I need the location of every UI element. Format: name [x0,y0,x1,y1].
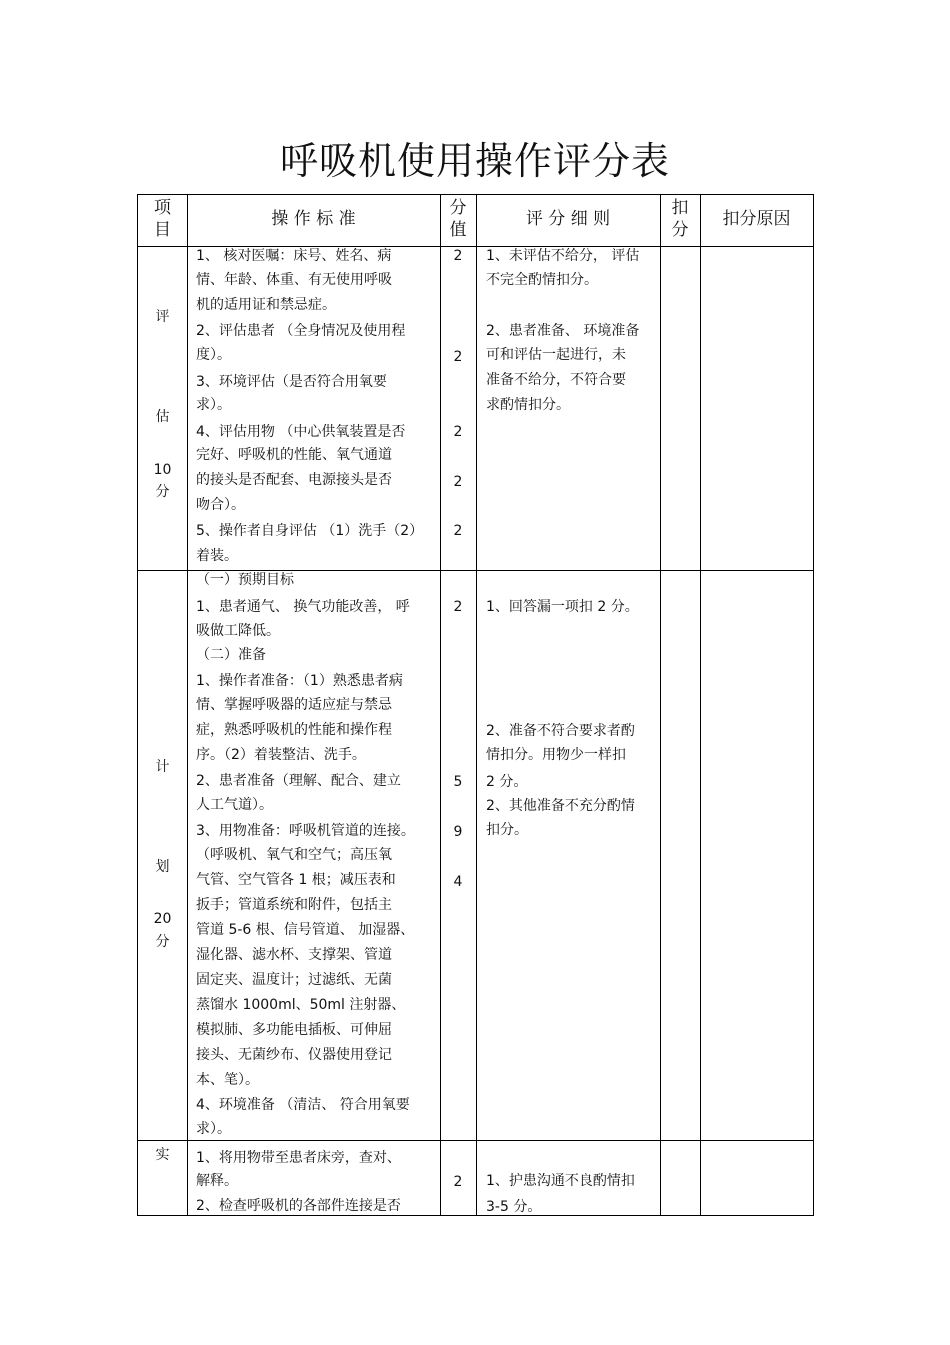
header-score-line: 分 [449,198,467,218]
score-value: 9 [453,824,463,840]
header-deduct-line: 扣 [671,198,689,218]
sec1-label: 10 [153,462,172,478]
standard-line: 3、用物准备：呼吸机管道的连接。 [196,823,415,839]
detail-line: 2 分。 [486,774,528,790]
standard-line: 模拟肺、多功能电插板、可伸屈 [196,1022,392,1038]
col-divider [187,195,188,1215]
header-deduct [660,197,700,241]
standard-line: 机的适用证和禁忌症。 [196,297,336,313]
standard-line: 接头、无菌纱布、仪器使用登记 [196,1047,392,1063]
standard-line: 解释。 [196,1173,238,1189]
scoring-table [137,194,814,1216]
sec2-label: 分 [155,934,170,950]
sec1-label: 分 [155,484,170,500]
standard-line: 固定夹、温度计；过滤纸、无菌 [196,972,392,988]
standard-line: 1、操作者准备：（1）熟悉患者病 [196,673,403,689]
standard-line: 5、操作者自身评估 （1）洗手（2） [196,523,424,539]
detail-line: 可和评估一起进行，未 [486,347,626,363]
detail-line: 3-5 分。 [486,1199,542,1215]
detail-line: 1、回答漏一项扣 2 分。 [486,599,639,615]
standard-line: 1、患者通气、 换气功能改善， 呼 [196,599,410,615]
score-value: 2 [453,1174,463,1190]
header-score-line: 值 [449,220,467,240]
standard-line: 4、评估用物 （中心供氧装置是否 [196,424,406,440]
score-value: 2 [453,424,463,440]
standard-line: 本、笔）。 [196,1072,259,1088]
standard-line: 1、 核对医嘱：床号、姓名、病 [196,248,392,264]
standard-line: 求）。 [196,1121,231,1137]
header-item [138,197,187,241]
standard-line: 着装。 [196,548,238,564]
standard-line: 2、评估患者 （全身情况及使用程 [196,323,406,339]
detail-line: 1、未评估不给分， 评估 [486,248,640,264]
standard-line: （一）预期目标 [196,572,294,588]
standard-line: 求）。 [196,397,231,413]
sec3-label: 实 [155,1147,170,1163]
page-title: 呼吸机使用操作评分表 [279,139,670,183]
standard-line: （二）准备 [196,647,266,663]
standard-line: 湿化器、滤水杯、支撑架、管道 [196,947,392,963]
standard-line: 管道 5-6 根、信号管道、 加湿器、 [196,922,415,938]
detail-line: 2、患者准备、 环境准备 [486,323,640,339]
standard-line: （呼吸机、氧气和空气；高压氧 [196,847,392,863]
col-divider [476,195,477,1215]
score-value: 2 [453,474,463,490]
standard-line: 度）。 [196,347,231,363]
standard-line: 情、年龄、体重、有无使用呼吸 [196,272,392,288]
sec1-label: 评 [155,309,170,325]
standard-line: 吻合）。 [196,497,245,513]
sec2-label: 20 [153,911,172,927]
header-score [440,197,476,241]
score-value: 2 [453,523,463,539]
standard-line: 3、环境评估（是否符合用氧要 [196,374,387,390]
standard-line: 的接头是否配套、电源接头是否 [196,472,392,488]
standard-line: 情、掌握呼吸器的适应症与禁忌 [196,697,392,713]
standard-line: 完好、呼吸机的性能、氧气通道 [196,447,392,463]
score-value: 2 [453,248,463,264]
header-reason: 扣分原因 [722,209,791,229]
detail-line: 1、护患沟通不良酌情扣 [486,1173,635,1189]
score-value: 2 [453,599,463,615]
detail-line: 情扣分。用物少一样扣 [486,747,626,763]
header-standard: 操 作 标 准 [271,209,356,229]
header-item-line: 项 [154,198,171,218]
header-item-line: 目 [154,220,171,240]
standard-line: 扳手；管道系统和附件，包括主 [196,897,392,913]
sec1-label: 估 [155,409,170,425]
detail-line: 2、其他准备不充分酌情 [486,798,635,814]
standard-line: 气管、空气管各 1 根；减压表和 [196,872,396,888]
header-deduct-line: 分 [671,220,689,240]
standard-line: 人工气道）。 [196,797,273,813]
standard-line: 2、检查呼吸机的各部件连接是否 [196,1198,401,1214]
standard-line: 4、环境准备 （清洁、 符合用氧要 [196,1097,410,1113]
sec2-label: 划 [155,859,170,875]
detail-line: 2、准备不符合要求者酌 [486,723,635,739]
standard-line: 序。（2）着装整洁、洗手。 [196,747,366,763]
detail-line: 求酌情扣分。 [486,397,570,413]
standard-line: 吸做工降低。 [196,623,280,639]
score-value: 5 [453,774,463,790]
standard-line: 症，熟悉呼吸机的性能和操作程 [196,722,392,738]
standard-line: 蒸馏水 1000ml、50ml 注射器、 [196,997,406,1013]
detail-line: 不完全酌情扣分。 [486,272,598,288]
detail-line: 扣分。 [486,822,528,838]
header-detail: 评 分 细 则 [525,209,611,229]
standard-line: 1、将用物带至患者床旁，查对、 [196,1150,401,1166]
sec2-label: 计 [155,759,170,775]
score-value: 2 [453,349,463,365]
standard-line: 2、患者准备（理解、配合、建立 [196,773,401,789]
col-divider [660,195,661,1215]
score-value: 4 [453,874,463,890]
col-divider [700,195,701,1215]
detail-line: 准备不给分，不符合要 [486,372,626,388]
